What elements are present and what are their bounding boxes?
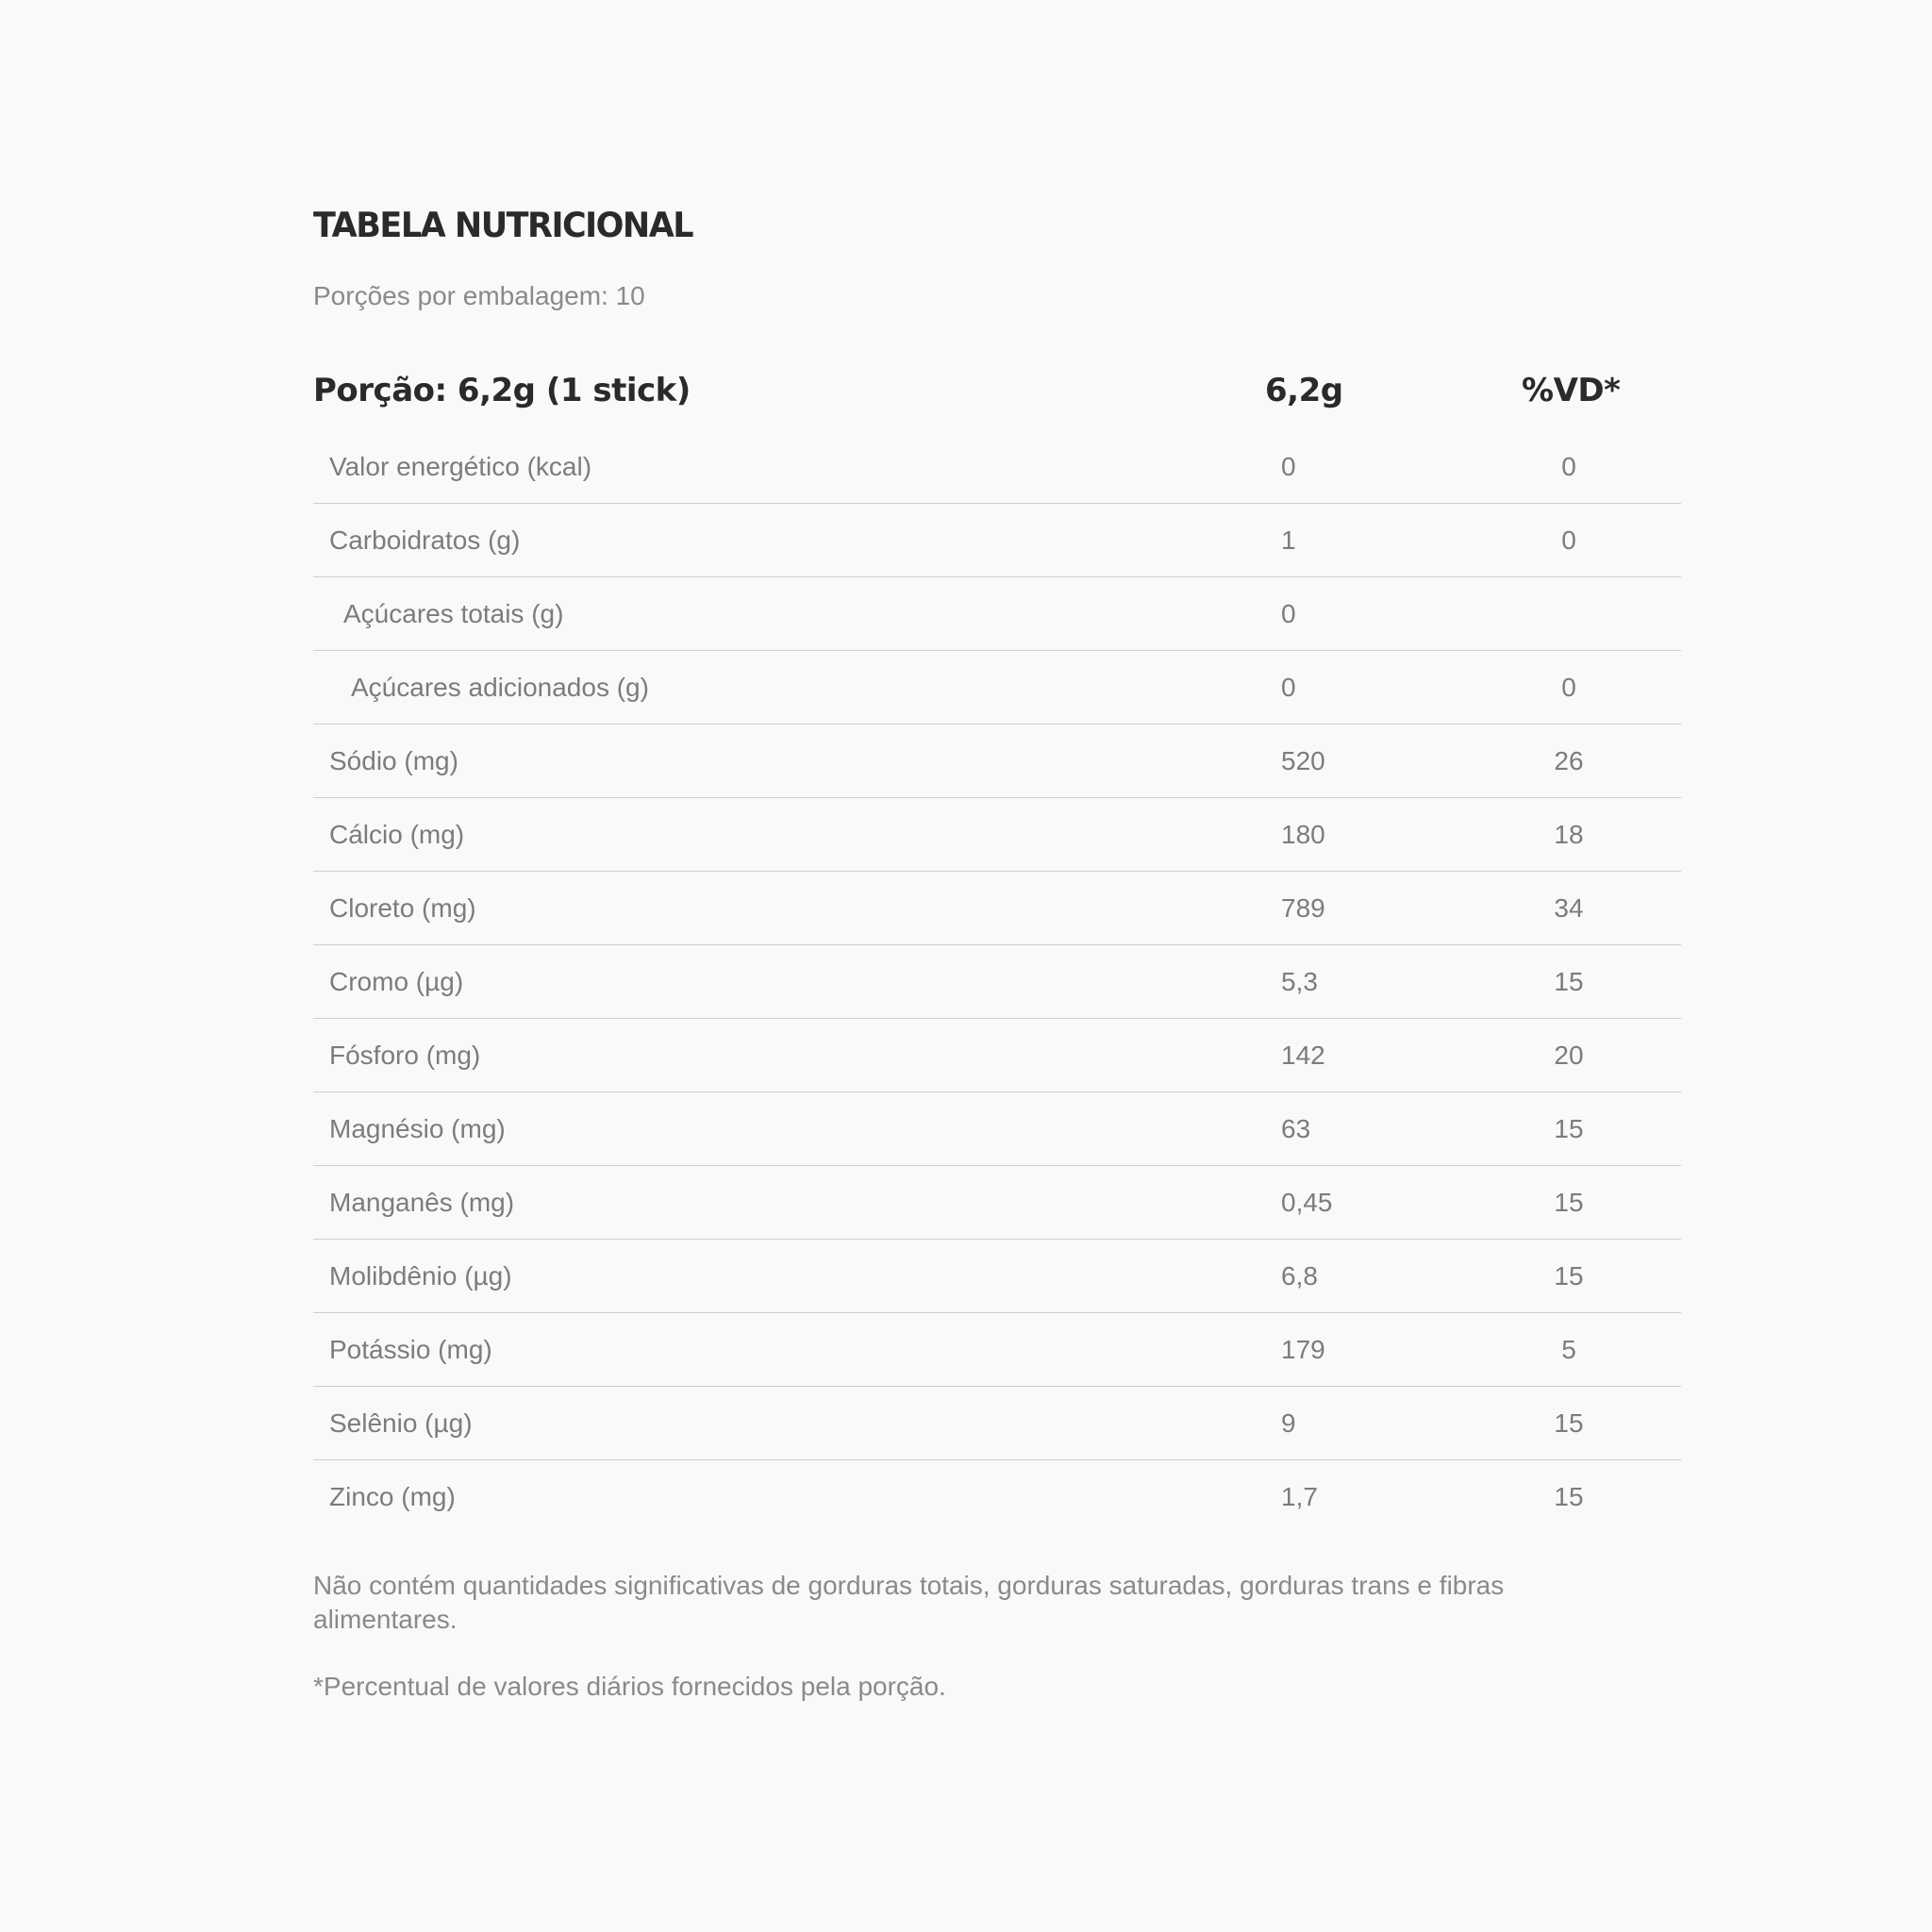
table-row <box>313 504 1681 577</box>
nutrient-rows <box>313 430 1681 1533</box>
nutrient-daily-value: 15 <box>1554 1408 1584 1438</box>
table-row <box>313 651 1681 724</box>
nutrition-table-panel <box>313 202 1681 1704</box>
nutrient-daily-value: 0 <box>1561 525 1576 555</box>
nutrient-name: Valor energético (kcal) <box>329 452 592 481</box>
nutrient-amount: 6,8 <box>1281 1261 1318 1291</box>
nutrient-amount: 180 <box>1281 820 1325 849</box>
nutrient-amount: 789 <box>1281 893 1325 923</box>
nutrient-name: Açúcares totais (g) <box>343 599 564 628</box>
table-row <box>313 1313 1681 1387</box>
table-row <box>313 798 1681 872</box>
nutrient-daily-value: 0 <box>1561 673 1576 702</box>
nutrient-name: Magnésio (mg) <box>329 1114 506 1143</box>
daily-value-header: %VD* <box>1522 372 1621 409</box>
table-row <box>313 945 1681 1019</box>
nutrient-daily-value: 15 <box>1554 967 1584 996</box>
table-header-row <box>313 364 1681 417</box>
table-row <box>313 1240 1681 1313</box>
table-row <box>313 1019 1681 1092</box>
table-row <box>313 1166 1681 1240</box>
amount-header: 6,2g <box>1265 372 1343 409</box>
nutrient-daily-value: 34 <box>1554 893 1584 923</box>
nutrient-amount: 179 <box>1281 1335 1325 1364</box>
nutrient-daily-value: 18 <box>1554 820 1584 849</box>
nutrient-daily-value: 0 <box>1561 452 1576 481</box>
footnote-daily-value: *Percentual de valores diários fornecidos pela porção. <box>313 1672 946 1701</box>
nutrient-amount: 0,45 <box>1281 1188 1333 1217</box>
nutrient-name: Carboidratos (g) <box>329 525 521 555</box>
nutrient-amount: 1,7 <box>1281 1482 1318 1511</box>
nutrient-name: Cloreto (mg) <box>329 893 476 923</box>
nutrient-name: Molibdênio (µg) <box>329 1261 512 1291</box>
table-row <box>313 577 1681 651</box>
table-row <box>313 1387 1681 1460</box>
nutrient-daily-value: 15 <box>1554 1114 1584 1143</box>
table-row <box>313 1460 1681 1533</box>
nutrient-name: Açúcares adicionados (g) <box>351 673 649 702</box>
nutrient-daily-value: 20 <box>1554 1041 1584 1070</box>
nutrient-daily-value: 5 <box>1561 1335 1576 1364</box>
nutrient-amount: 0 <box>1281 452 1296 481</box>
nutrient-name: Zinco (mg) <box>329 1482 456 1511</box>
nutrient-name: Sódio (mg) <box>329 746 458 775</box>
nutrient-name: Cálcio (mg) <box>329 820 465 849</box>
nutrient-daily-value: 15 <box>1554 1261 1584 1291</box>
nutrient-amount: 9 <box>1281 1408 1296 1438</box>
servings-per-package: Porções por embalagem: 10 <box>313 281 645 310</box>
table-row <box>313 430 1681 504</box>
table-row <box>313 872 1681 945</box>
nutrient-name: Manganês (mg) <box>329 1188 515 1217</box>
nutrient-amount: 63 <box>1281 1114 1311 1143</box>
nutrient-daily-value: 26 <box>1554 746 1584 775</box>
nutrient-name: Cromo (µg) <box>329 967 464 996</box>
nutrient-name: Selênio (µg) <box>329 1408 473 1438</box>
nutrient-amount: 1 <box>1281 525 1296 555</box>
nutrient-amount: 5,3 <box>1281 967 1318 996</box>
table-row <box>313 724 1681 798</box>
table-footnotes <box>313 1569 1634 1704</box>
nutrient-amount: 0 <box>1281 673 1296 702</box>
table-row <box>313 1092 1681 1166</box>
nutrient-name: Fósforo (mg) <box>329 1041 481 1070</box>
nutrient-amount: 0 <box>1281 599 1296 628</box>
nutrient-daily-value: 15 <box>1554 1482 1584 1511</box>
footnote-insignificant-amounts: Não contém quantidades significativas de gorduras totais, gorduras saturadas, gorduras trans e fibras alimentares. <box>313 1571 1505 1634</box>
nutrient-amount: 520 <box>1281 746 1325 775</box>
portion-header: Porção: 6,2g (1 stick) <box>313 372 691 409</box>
nutrient-daily-value: 15 <box>1554 1188 1584 1217</box>
nutrient-name: Potássio (mg) <box>329 1335 492 1364</box>
nutrient-amount: 142 <box>1281 1041 1325 1070</box>
table-title: TABELA NUTRICIONAL <box>313 206 693 246</box>
